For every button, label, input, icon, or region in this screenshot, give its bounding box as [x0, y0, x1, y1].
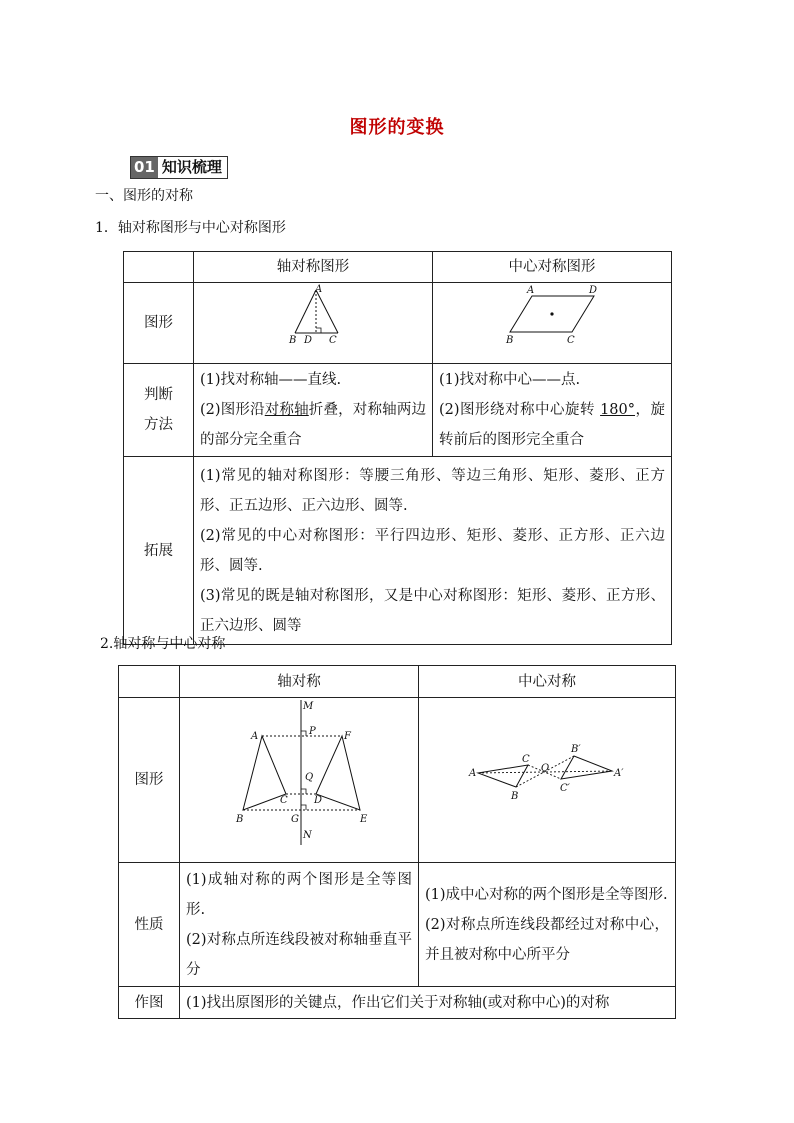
table2-header-axis: 轴对称	[180, 666, 419, 698]
table1-row-extension-label: 拓展	[124, 457, 194, 645]
fig3-label-A: A	[251, 731, 259, 742]
center-symmetry-figure-cell	[419, 698, 676, 863]
fig4-label-B-prime: B′	[571, 744, 581, 755]
fig4-label-O: O	[541, 763, 550, 774]
fig3-label-C: C	[280, 795, 288, 806]
badge-label: 知识梳理	[158, 157, 227, 178]
center-symmetry-judge-method: (1)找对称中心——点. (2)图形绕对称中心旋转 180°，旋转前后的图形完全重合	[433, 364, 672, 457]
fig4-label-C-prime: C′	[560, 783, 570, 794]
axis-symmetry-figure	[180, 698, 418, 851]
table2-row-figure-label: 图形	[119, 698, 180, 863]
fig1-label-B: B	[289, 335, 297, 346]
section-badge	[130, 156, 228, 179]
badge-number: 01	[131, 157, 158, 178]
table1-header-axis: 轴对称图形	[194, 252, 433, 283]
center-symmetry-properties: (1)成中心对称的两个图形是全等图形. (2)对称点所连线段都经过对称中心，并且被对称中心所平分	[419, 863, 676, 987]
symmetric-figures-table	[123, 251, 672, 645]
fig2-label-C: C	[567, 335, 575, 346]
fig4-label-A-prime: A′	[614, 768, 624, 779]
table1-header-center: 中心对称图形	[433, 252, 672, 283]
axis-symmetry-judge-method: (1)找对称轴——直线. (2)图形沿对称轴折叠，对称轴两边的部分完全重合	[194, 364, 433, 457]
drawing-method: (1)找出原图形的关键点，作出它们关于对称轴(或对称中心)的对称	[180, 987, 676, 1019]
fig4-label-A: A	[469, 768, 477, 779]
fig3-label-G: G	[291, 814, 299, 825]
fig3-label-M: M	[303, 701, 314, 712]
extension-content: (1)常见的轴对称图形：等腰三角形、等边三角形、矩形、菱形、正方形、正五边形、正六边形、圆等. (2)常见的中心对称图形：平行四边形、矩形、菱形、正方形、正六边形、圆等. (3)常见的既是轴对称图形，又是中心对称图形：矩形、菱形、正方形、正六边形、圆等	[194, 457, 672, 645]
fig2-label-B: B	[506, 335, 514, 346]
fig3-label-Q: Q	[305, 772, 314, 783]
section-heading: 一、图形的对称	[95, 188, 193, 204]
table2-row-property-label: 性质	[119, 863, 180, 987]
fig4-label-C: C	[522, 754, 530, 765]
fig1-label-D: D	[304, 335, 313, 346]
axis-symmetry-figure-cell	[180, 698, 419, 863]
fig3-label-P: P	[309, 726, 316, 737]
fig3-label-N: N	[303, 830, 312, 841]
page-title: 图形的变换	[349, 117, 445, 138]
subsection-heading-1: 1．轴对称图形与中心对称图形	[95, 220, 286, 236]
table2-header-empty	[119, 666, 180, 698]
table2-header-center: 中心对称	[419, 666, 676, 698]
table2-row-draw-label: 作图	[119, 987, 180, 1019]
center-symmetric-figure-cell	[433, 283, 672, 364]
fig4-label-B: B	[511, 791, 519, 802]
fig1-label-C: C	[329, 335, 337, 346]
fig2-label-D: D	[589, 285, 598, 296]
fig3-label-E: E	[360, 814, 368, 825]
fig3-label-F: F	[344, 731, 351, 742]
axis-symmetry-properties: (1)成轴对称的两个图形是全等图形. (2)对称点所连线段被对称轴垂直平分	[180, 863, 419, 987]
axis-symmetric-figure-cell	[194, 283, 433, 364]
table1-row-figure-label: 图形	[124, 283, 194, 364]
center-symmetry-figure	[419, 698, 675, 851]
fig2-label-A: A	[527, 285, 535, 296]
fig1-label-A: A	[315, 284, 323, 295]
subsection-heading-2: 2.轴对称与中心对称	[100, 636, 226, 652]
axis-vs-center-symmetry-table	[118, 665, 676, 1019]
table1-header-empty	[124, 252, 194, 283]
isosceles-triangle-figure	[194, 283, 432, 352]
parallelogram-figure	[433, 283, 671, 352]
table1-row-judge-label: 判断方法	[124, 364, 194, 457]
fig3-label-D: D	[314, 795, 323, 806]
fig3-label-B: B	[236, 814, 244, 825]
